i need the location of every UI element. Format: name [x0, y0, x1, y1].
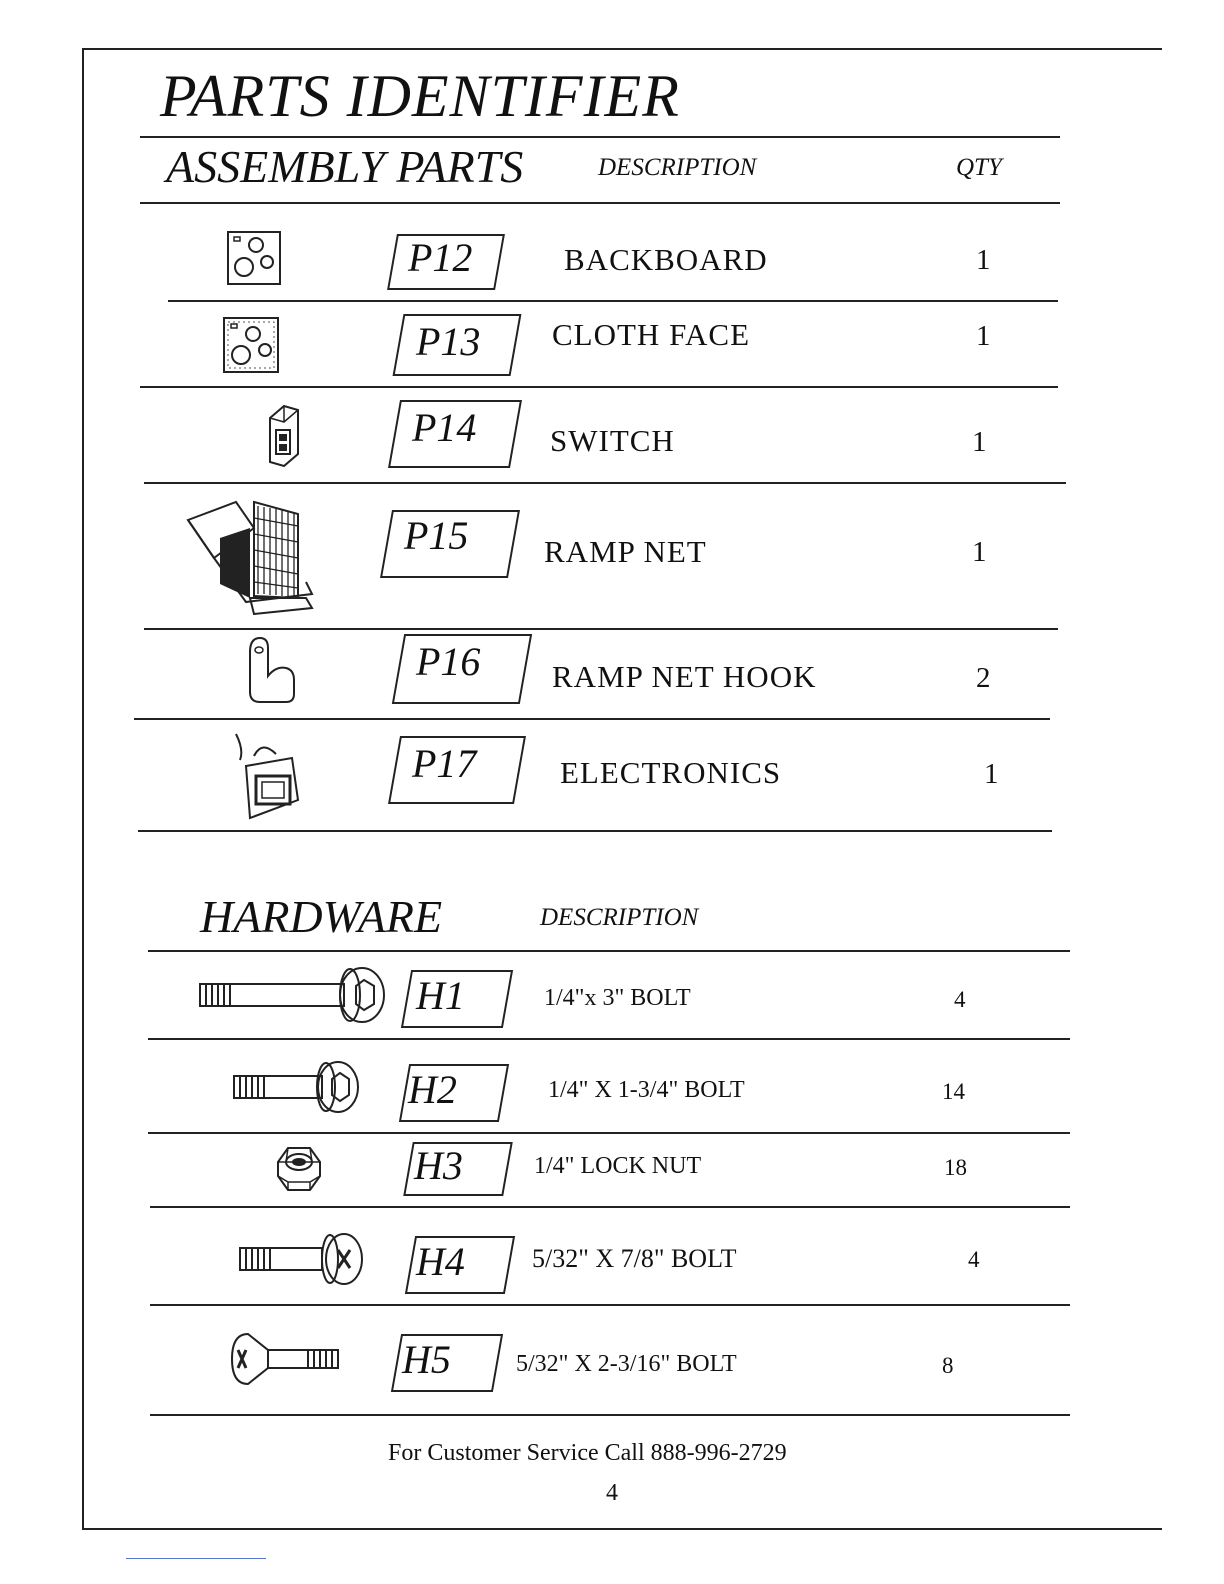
part-description: CLOTH FACE: [552, 317, 751, 352]
divider: [150, 1206, 1070, 1208]
page-number: 4: [606, 1480, 618, 1506]
divider: [150, 1414, 1070, 1416]
hardware-qty: 14: [942, 1079, 965, 1104]
part-description: SWITCH: [550, 423, 675, 458]
page-title: PARTS IDENTIFIER: [160, 63, 680, 129]
hardware-description: 1/4" X 1-3/4" BOLT: [548, 1077, 745, 1103]
divider: [140, 136, 1060, 138]
phillips-bolt-icon: [238, 1232, 366, 1288]
part-description: ELECTRONICS: [560, 755, 782, 790]
divider: [168, 300, 1058, 302]
hardware-qty: 4: [954, 987, 966, 1012]
customer-service-line: For Customer Service Call 888-996-2729: [388, 1440, 787, 1466]
part-qty: 1: [984, 758, 999, 790]
assembly-heading: ASSEMBLY PARTS: [166, 141, 524, 192]
electronics-icon: [232, 730, 302, 820]
hardware-description: 5/32" X 2-3/16" BOLT: [516, 1351, 737, 1377]
hardware-description: 1/4" LOCK NUT: [534, 1153, 702, 1179]
long-bolt-icon: [198, 966, 386, 1026]
part-qty: 1: [976, 244, 991, 276]
cloth-face-icon: [222, 316, 280, 374]
hook-icon: [246, 636, 298, 708]
hardware-qty: 18: [944, 1155, 967, 1180]
part-qty: 1: [976, 320, 991, 352]
hardware-qty: 8: [942, 1353, 954, 1378]
divider: [148, 950, 1070, 952]
part-qty: 1: [972, 536, 987, 568]
divider: [148, 1038, 1070, 1040]
flat-head-bolt-icon: [228, 1332, 342, 1386]
hardware-description: 5/32" X 7/8" BOLT: [532, 1244, 737, 1273]
hardware-qty: 4: [968, 1247, 980, 1272]
bolt-icon: [232, 1060, 362, 1118]
part-description: RAMP NET HOOK: [552, 659, 817, 694]
lock-nut-icon: [272, 1142, 326, 1194]
hardware-description-header: DESCRIPTION: [540, 904, 699, 931]
part-description: BACKBOARD: [564, 242, 768, 277]
divider: [148, 1132, 1070, 1134]
scan-artifact-line: [126, 1558, 266, 1559]
ramp-net-icon: [184, 498, 316, 624]
divider: [150, 1304, 1070, 1306]
hardware-heading: HARDWARE: [200, 891, 443, 942]
part-qty: 2: [976, 662, 991, 694]
switch-icon: [264, 404, 302, 468]
divider: [140, 202, 1060, 204]
assembly-description-header: DESCRIPTION: [598, 154, 757, 181]
hardware-description: 1/4"x 3" BOLT: [544, 985, 691, 1011]
divider: [144, 628, 1058, 630]
part-description: RAMP NET: [544, 534, 707, 569]
part-qty: 1: [972, 426, 987, 458]
divider: [134, 718, 1050, 720]
backboard-icon: [226, 230, 282, 286]
assembly-qty-header: QTY: [956, 154, 1002, 181]
divider: [140, 386, 1058, 388]
divider: [144, 482, 1066, 484]
divider: [138, 830, 1052, 832]
